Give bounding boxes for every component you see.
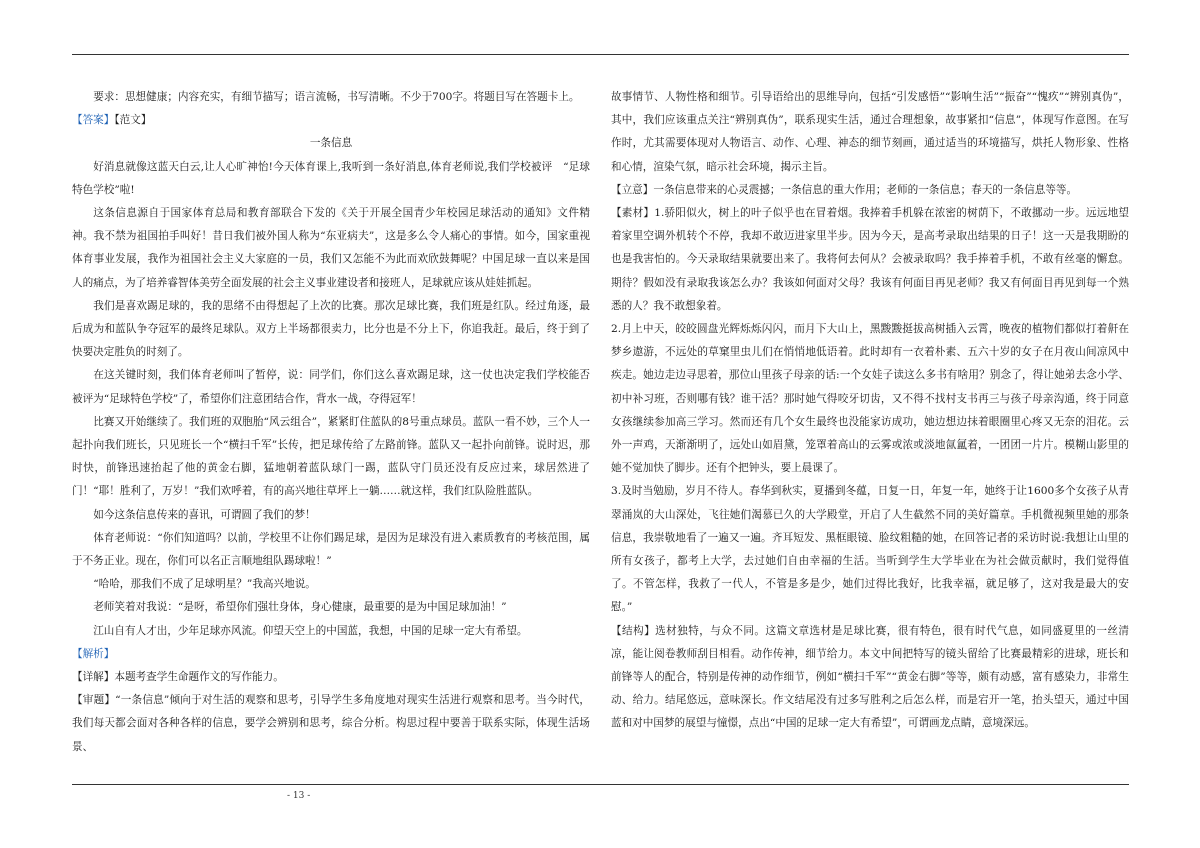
material-2-text: 2.月上中天，皎皎圆盘光辉烁烁闪闪，而月下大山上，黑黢黢挺拔高树插入云霄，晚夜的植物们都似打着鼾在梦乡遨游，不远处的草窠里虫儿们在悄悄地低语着。此时却有一衣着朴素、五六十岁的女子在月夜山间凉风中疾走。她边走边寻思着，那位山里孩子母亲的话:一个女娃子读这么多书有啥用？别念了，得让她弟去念小学、初中补习班，否则哪有钱？谁干活？那时她气得咬牙切齿，又不得不找村支书再三与孩子母亲沟通，终于同意女孩继续参加高三学习。然而还有几个女生最终也没能家访成功，她边想边抹着眼圈里心疼又无奈的泪花。云外一声鸡，天渐渐明了，远处山如眉黛，笼罩着高山的云雾或浓或淡地氤氲着，一团团一片片。模糊山影里的她不觉加快了脚步。还有个把钟头，要上晨课了。: [611, 323, 1129, 475]
essay-paragraph: “哈哈，那我们不成了足球明星？”我高兴地说。: [93, 578, 316, 591]
left-column: [72, 86, 590, 759]
material-1-text: 【素材】1.骄阳似火，树上的叶子似乎也在冒着烟。我捧着手机躲在浓密的树荫下，不敢挪动一步。远远地望着家里空调外机转个不停，我却不敢迈进家里半步。因为今天，是高考录取出结果的日子！这一天是我期盼的也是我害怕的。今天录取结果就要出来了。我将何去何从？会被录取吗？我手捧着手机，不敢有丝毫的懈怠。期待？假如没有录取我该怎么办？我该如何面对父母？我该有何面目再见老师？我又有何面目再见到每一个熟悉的人？我不敢想象着。: [611, 207, 1129, 312]
bottom-rule: [72, 784, 1129, 785]
essay-paragraph: 在这关键时刻，我们体育老师叫了暂停，说：同学们，你们这么喜欢踢足球，这一仗也决定我们学校能否被评为“足球特色学校”了，希望你们注意团结合作，背水一战，夺得冠军！: [72, 369, 590, 405]
essay-paragraph: 好消息就像这蓝天白云,让人心旷神怡!今天体育课上,我听到一条好消息,体育老师说,我们学校被评 “足球特色学校”啦!: [72, 160, 590, 196]
analysis-tag: 【解析】: [72, 647, 115, 660]
essay-paragraph: 这条信息源自于国家体育总局和教育部联合下发的《关于开展全国青少年校园足球活动的通知》文件精神。我不禁为祖国拍手叫好！昔日我们被外国人称为“东亚病夫”，这是多么令人痛心的事情。如今，国家重视体育事业发展，我作为祖国社会主义大家庭的一员，我们又怎能不为此而欢欣鼓舞呢？中国足球一直以来是国人的痛点，为了培养睿智体美劳全面发展的社会主义事业建设者和接班人，足球就应该从娃娃抓起。: [72, 207, 590, 289]
essay-title: 一条信息: [309, 137, 353, 150]
answer-heading: [72, 109, 590, 132]
review-text: 【审题】“一条信息”倾向于对生活的观察和思考，引导学生多角度地对现实生活进行观察和思考。当今时代，我们每天都会面对各种各样的信息，要学会辨别和思考，综合分析。构思过程中要善于联系实际，体现生活场景、: [72, 694, 590, 753]
essay-paragraph: 体育老师说：“你们知道吗？以前，学校里不让你们踢足球，是因为足球没有进入素质教育的考核范围，属于不务正业。现在，你们可以名正言顺地组队踢球啦！”: [72, 531, 590, 568]
right-column: [611, 86, 1129, 736]
essay-paragraph: 我们是喜欢踢足球的，我的思绪不由得想起了上次的比赛。那次足球比赛，我们班是红队。经过角逐，最后成为和蓝队争夺冠军的最终足球队。双方上半场都很卖力，比分也是不分上下，你追我赶。最后，终于到了快要决定胜负的时刻了。: [72, 299, 590, 359]
detail-text: 【详解】本题考查学生命题作文的写作能力。: [72, 671, 284, 684]
requirement-text: 要求：思想健康；内容充实，有细节描写；语言流畅，书写清晰。不少于700字。将题目写在答题卡上。: [93, 91, 580, 103]
essay-paragraph: 如今这条信息传来的喜讯，可谓圆了我们的梦！: [93, 508, 316, 521]
analysis-heading: [72, 643, 590, 666]
top-rule: [72, 54, 1129, 55]
answer-tag: 【答案】: [72, 114, 115, 127]
structure-text: 【结构】选材独特，与众不同。这篇文章选材是足球比赛，很有特色，很有时代气息，如同盛夏里的一丝清凉，能让阅卷教师刮目相看。动作传神，细节给力。本文中间把特写的镜头留给了比赛最精彩的进球，班长和前锋等人的配合，特别是传神的动作细节，例如“横扫千军”“黄金右脚”等等，颇有动感，富有感染力，非常生动、给力。结尾悠远，意味深长。作文结尾没有过多写胜利之后怎么样，而是宕开一笔，抬头望天，通过中国蓝和对中国梦的展望与憧憬，点出“中国的足球一定大有希望”，可谓画龙点睛，意境深远。: [611, 624, 1129, 730]
page-number: - 13 -: [287, 791, 311, 801]
material-3-text: 3.及时当勉励，岁月不待人。春华到秋实，夏播到冬蕴，日复一日，年复一年，她终于让1600多个女孩子从青翠涌岚的大山深处，飞往她们渴慕已久的大学殿堂，开启了人生截然不同的美好篇章。手机微视频里她的那条信息，我崇敬地看了一遍又一遍。齐耳短发、黑框眼镜、脸纹粗糙的她，在回答记者的采访时说:我想让山里的所有女孩子，都考上大学，去过她们自由幸福的生活。当听到学生大学毕业在为社会做贡献时，我们觉得值了。不管怎样，我救了一代人，不管是多是少，她们过得比我好，比我幸福，就足够了，这对我是最大的安慰。”: [611, 485, 1129, 614]
essay-paragraph: 江山自有人才出，少年足球亦风流。仰望天空上的中国蓝，我想，中国的足球一定大有希望。: [93, 624, 528, 637]
essay-paragraph: 老师笑着对我说：“是呀，希望你们强壮身体，身心健康，最重要的是为中国足球加油！”: [93, 601, 507, 614]
review-continued-text: 故事情节、人物性格和细节。引导语给出的思维导向，包括“引发感悟”“影响生活”“振奋”“愧疚”“辨别真伪”，其中，我们应该重点关注“辨别真伪”，联系现实生活，通过合理想象，故事紧扣“信息”，体现写作意图。在写作时，尤其需要体现对人物语言、动作、心理、神态的细节刻画，通过适当的环境描写，烘托人物形象、性格和心情，渲染气氛，暗示社会环境，揭示主旨。: [611, 91, 1129, 173]
model-essay-tag: 【范文】: [114, 114, 152, 127]
theme-text: 【立意】一条信息带来的心灵震撼；一条信息的重大作用；老师的一条信息；春天的一条信息等等。: [611, 183, 1078, 196]
essay-paragraph: 比赛又开始继续了。我们班的双胞胎“风云组合”，紧紧盯住蓝队的8号重点球员。蓝队一看不妙，三个人一起扑向我们班长，只见班长一个“横扫千军”长传，把足球传给了左路前锋。蓝队又一起扑向前锋。说时迟，那时快，前锋迅速抬起了他的黄金右脚，猛地朝着蓝队球门一踢，蓝队守门员还没有反应过来，球居然进了门！“耶！胜利了，万岁！”我们欢呼着，有的高兴地往草坪上一躺……就这样，我们红队险胜蓝队。: [72, 415, 590, 498]
